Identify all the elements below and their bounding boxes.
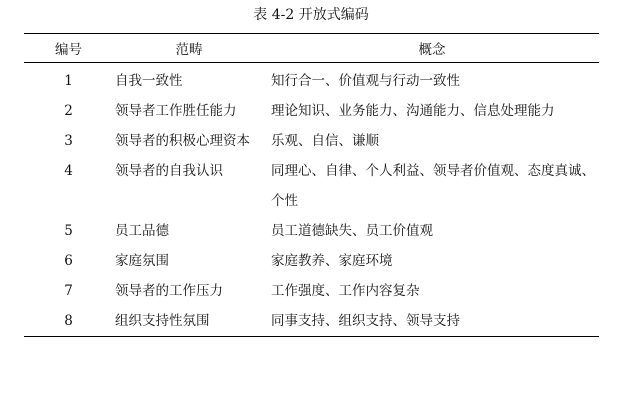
row-concept	[265, 63, 599, 97]
table-row	[24, 246, 599, 276]
header-category: 范畴	[175, 42, 203, 58]
row-concept-text: 工作强度、工作内容复杂	[271, 283, 420, 299]
header-concept: 概念	[418, 42, 446, 58]
row-concept	[265, 306, 599, 337]
table-row	[24, 276, 599, 306]
table-row	[24, 156, 599, 216]
table-row	[24, 306, 599, 337]
row-category	[113, 126, 265, 156]
row-category-text: 领导者的积极心理资本	[115, 133, 250, 149]
row-concept	[265, 246, 599, 276]
table-body	[24, 63, 599, 337]
row-concept-text: 同理心、自律、个人利益、领导者价值观、态度真诚、个性	[271, 163, 595, 209]
open-coding-table	[24, 33, 599, 337]
row-category	[113, 246, 265, 276]
row-category-text: 领导者工作胜任能力	[115, 103, 237, 119]
header-number: 编号	[55, 42, 82, 58]
row-concept	[265, 216, 599, 246]
table-row	[24, 96, 599, 126]
row-number: 4	[64, 163, 73, 179]
table-row	[24, 216, 599, 246]
row-category-text: 组织支持性氛围	[115, 313, 210, 329]
row-number: 5	[64, 223, 73, 239]
row-concept-text: 知行合一、价值观与行动一致性	[271, 73, 460, 89]
open-coding-table-container	[24, 33, 599, 337]
table-row	[24, 63, 599, 97]
row-number: 6	[64, 253, 73, 269]
row-category	[113, 306, 265, 337]
row-concept-text: 同事支持、组织支持、领导支持	[271, 313, 460, 329]
row-concept	[265, 126, 599, 156]
row-category	[113, 216, 265, 246]
row-category-text: 自我一致性	[115, 73, 183, 89]
row-number: 1	[64, 73, 73, 89]
row-concept-text: 乐观、自信、谦顺	[271, 133, 379, 149]
table-caption: 表 4-2 开放式编码	[253, 7, 369, 23]
row-category	[113, 156, 265, 216]
row-concept-text: 员工道德缺失、员工价值观	[271, 223, 433, 239]
row-category-text: 领导者的工作压力	[115, 283, 223, 299]
header-row	[24, 34, 599, 63]
row-number: 3	[64, 133, 73, 149]
table-header	[24, 34, 599, 63]
row-category	[113, 276, 265, 306]
row-category-text: 员工品德	[115, 223, 169, 239]
row-category-text: 家庭氛围	[115, 253, 169, 269]
row-number: 7	[64, 283, 73, 299]
row-number: 8	[64, 313, 73, 329]
row-category-text: 领导者的自我认识	[115, 163, 223, 179]
row-number: 2	[64, 103, 73, 119]
row-category	[113, 63, 265, 97]
table-row	[24, 126, 599, 156]
row-category	[113, 96, 265, 126]
row-concept-text: 理论知识、业务能力、沟通能力、信息处理能力	[271, 103, 555, 119]
row-concept	[265, 276, 599, 306]
row-concept-text: 家庭教养、家庭环境	[271, 253, 393, 269]
row-concept	[265, 156, 599, 216]
row-concept	[265, 96, 599, 126]
